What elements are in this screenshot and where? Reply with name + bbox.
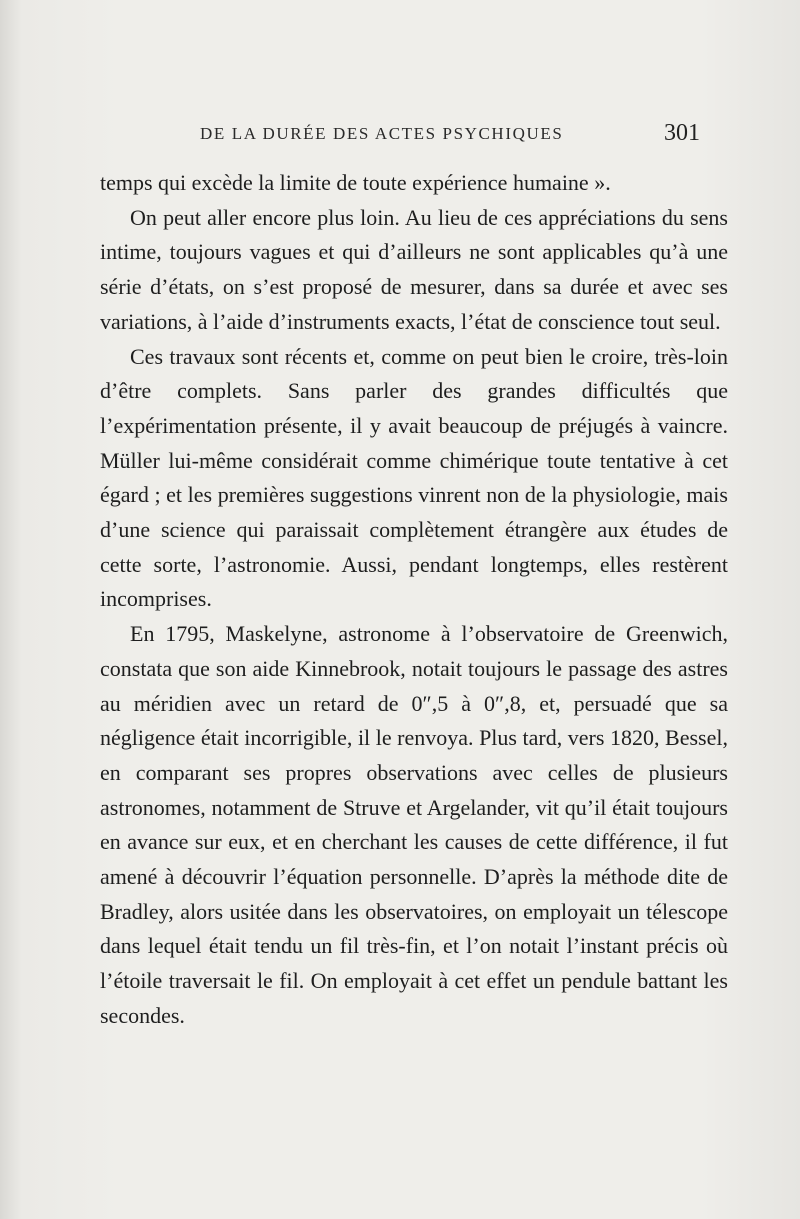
paragraph: On peut aller encore plus loin. Au lieu de ces appréciations du sens intime, toujours vagues et qui d’ailleurs ne sont applicables qu’à une série d’états, on s’est proposé de mesurer, dans sa durée et avec ses variations, à l’aide d’instruments exacts, l’état de conscience tout seul. — [100, 204, 728, 334]
running-title: DE LA DURÉE DES ACTES PSYCHIQUES — [200, 124, 564, 143]
paragraph: En 1795, Maskelyne, astronome à l’observatoire de Greenwich, constata que son aide Kinnebrook, notait toujours le passage des astres au méridien avec un retard de 0″,5 à 0″,8, et, persuadé que sa négligence était incorrigible, il le renvoya. Plus tard, vers 1820, Bessel, en comparant ses propres observations avec celles de plusieurs astronomes, notamment de Struve et Argelander, vit qu’il était toujours en avance sur eux, et en cherchant les causes de cette différence, il fut amené à découvrir l’équation personnelle. D’après la méthode dite de Bradley, alors usitée dans les observatoires, on employait un télescope dans lequel était tendu un fil très-fin, et l’on notait l’instant précis où l’étoile traversait le fil. On employait à cet effet un pendule battant les secondes. — [100, 621, 728, 1028]
body-text — [100, 166, 728, 1034]
page-number: 301 — [664, 120, 700, 146]
running-head — [200, 120, 700, 154]
paragraph: Ces travaux sont récents et, comme on peut bien le croire, très-loin d’être complets. Sans parler des grandes difficultés que l’expérimentation présente, il y avait beaucoup de préjugés à vaincre. Müller lui-même considérait comme chimérique toute tentative à cet égard ; et les premières suggestions vinrent non de la physiologie, mais d’une science qui paraissait complètement étrangère aux études de cette sorte, l’astronomie. Aussi, pendant longtemps, elles restèrent incomprises. — [100, 343, 728, 612]
paragraph-continuation: temps qui excède la limite de toute expérience humaine ». — [100, 170, 611, 195]
